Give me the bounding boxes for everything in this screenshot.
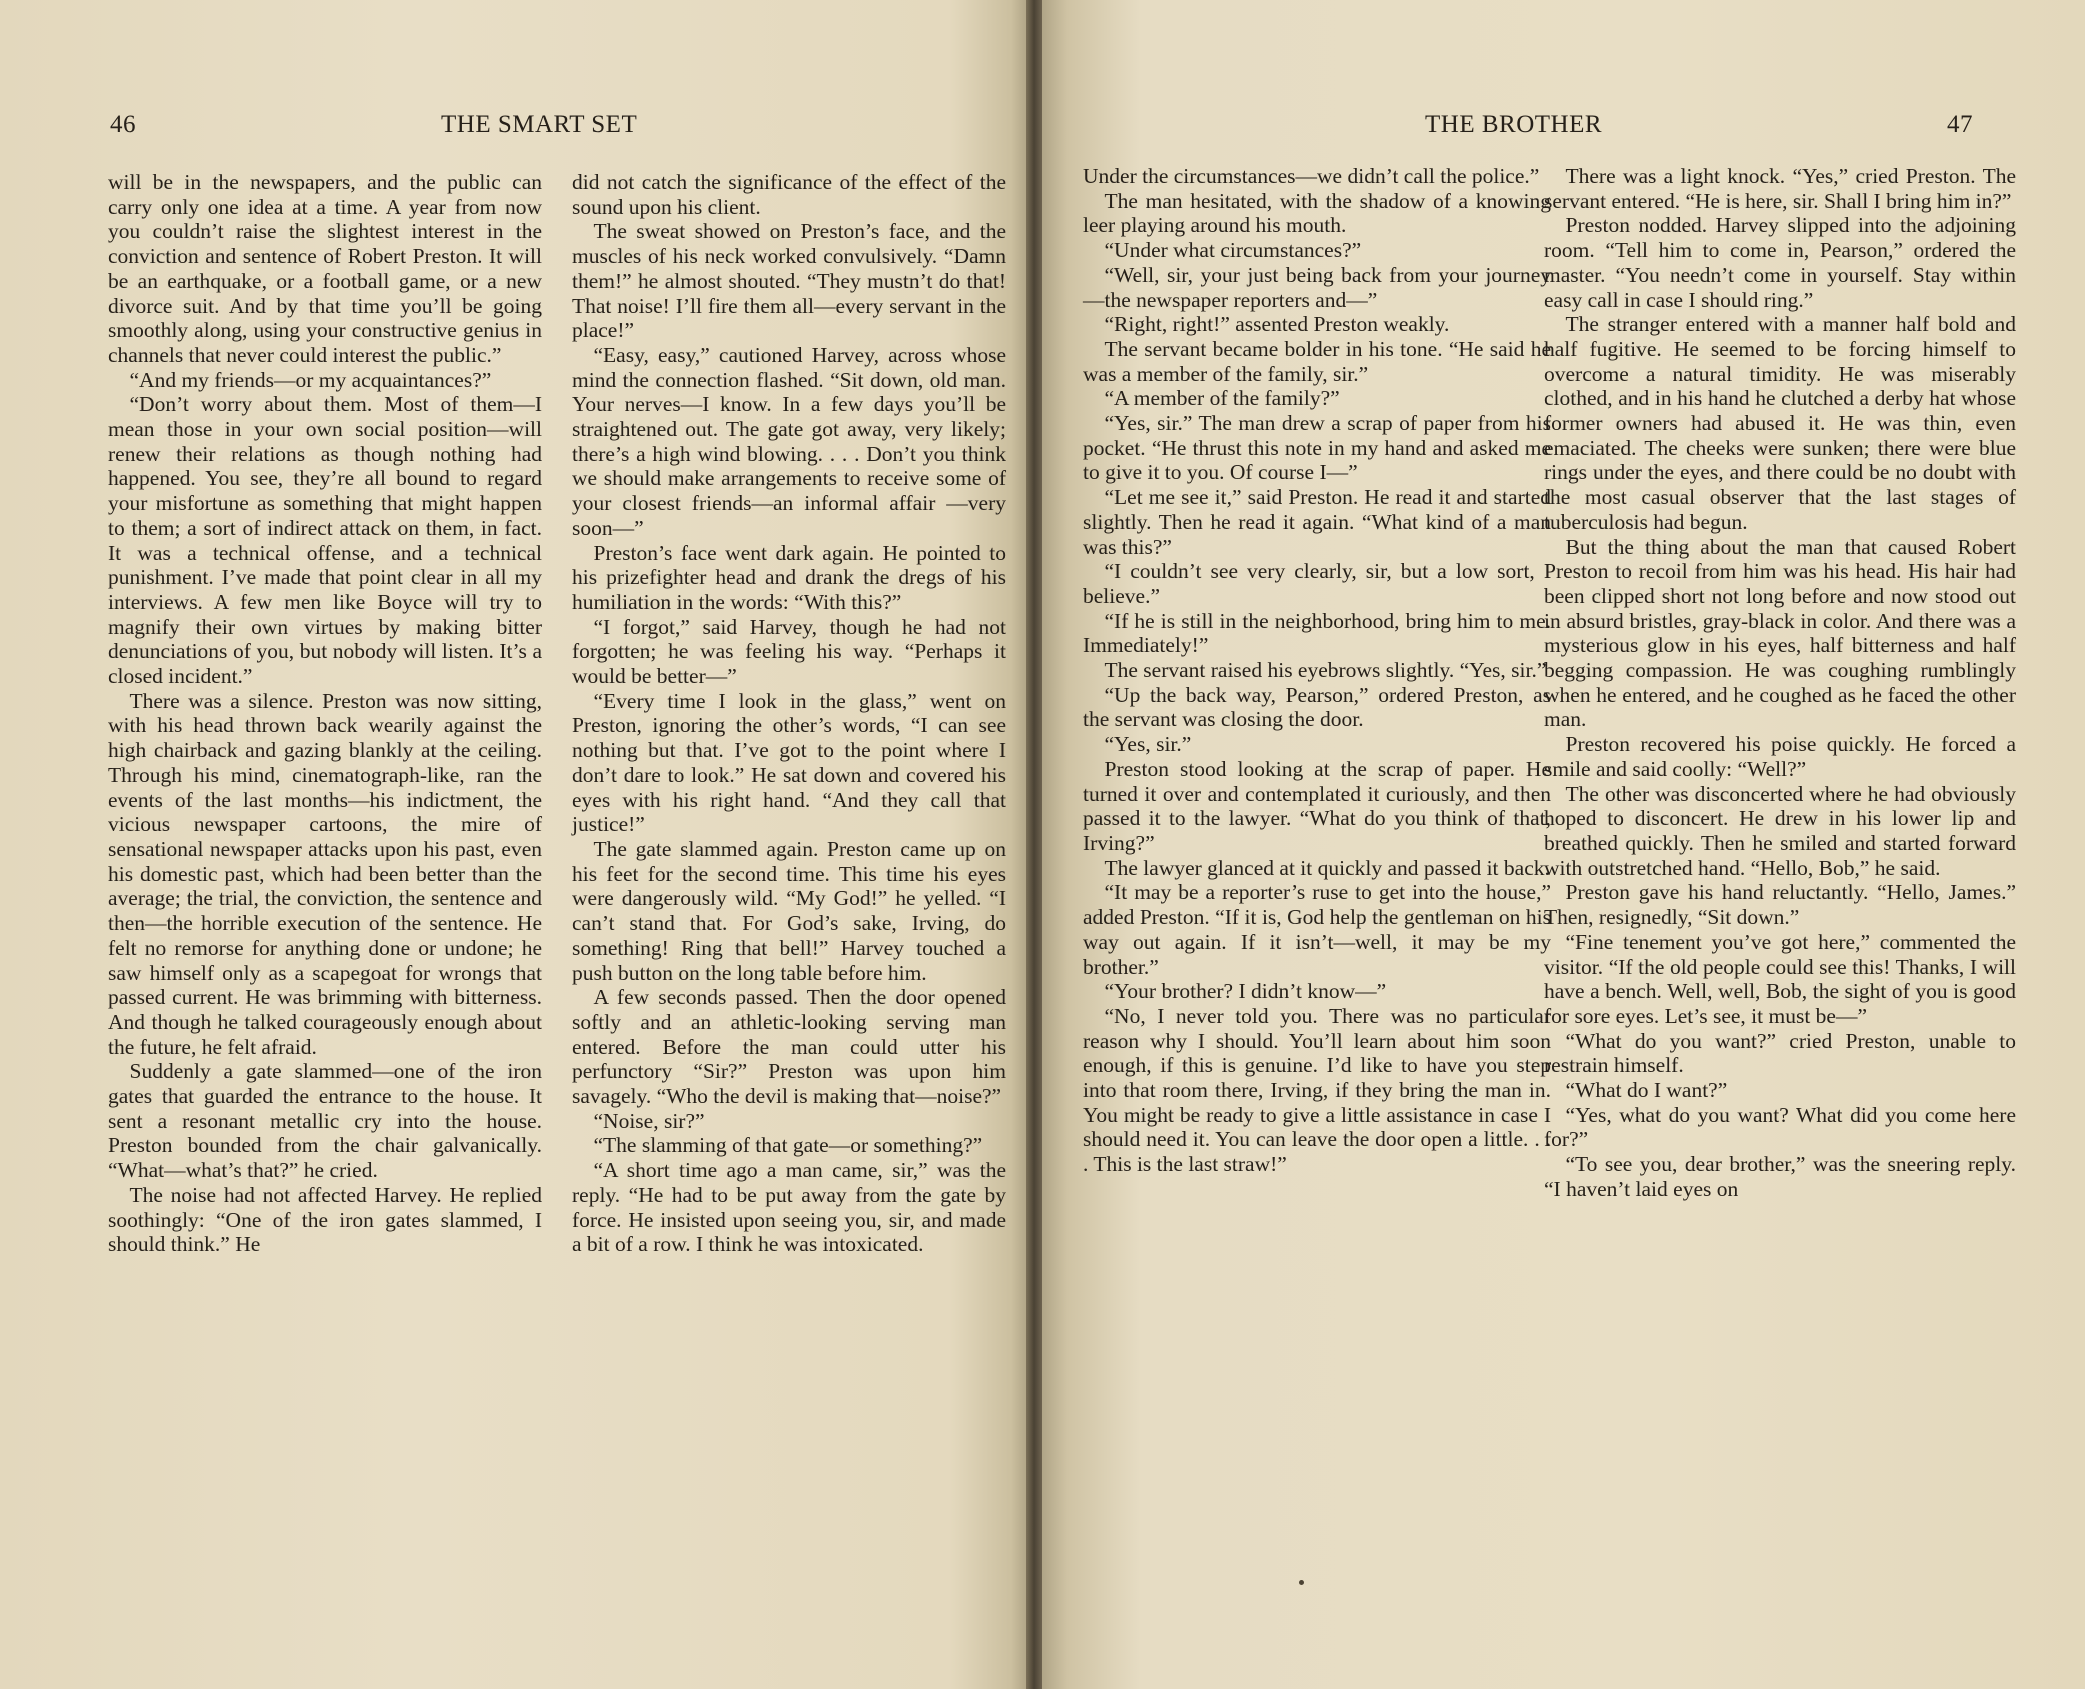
paragraph: “Yes, sir.” The man drew a scrap of paper from his pocket. “He thrust this note in my hand and asked me to give it to you. Of course I—” bbox=[1083, 411, 1551, 485]
paragraph: The man hesitated, with the shadow of a knowing leer playing around his mouth. bbox=[1083, 188, 1551, 238]
paragraph: “Up the back way, Pearson,” ordered Preston, as the servant was closing the door. bbox=[1083, 682, 1551, 732]
paragraph: But the thing about the man that caused Robert Preston to recoil from him was his head. His hair had been clipped short not long before and now stood out in absurd bristles, gray-black in color. And there was a mysterious glow in his eyes, half bitterness and half begging compassion. He was coughing rumblingly when he entered, and he coughed as he faced the other man. bbox=[1544, 534, 2016, 732]
paragraph: “Don’t worry about them. Most of them—I mean those in your own social position—will renew their relations as though nothing had happened. You see, they’re all bound to regard your misfortune as something that might happen to them; a sort of indirect attack on them, in fact. It was a technical offense, and a technical punishment. I’ve made that point clear in all my interviews. A few men like Boyce will try to magnify their own virtues by making bitter denunciations of you, but nobody will listen. It’s a closed incident.” bbox=[108, 392, 542, 689]
paragraph: Preston’s face went dark again. He pointed to his prizefighter head and drank the dregs of his humiliation in the words: “With this?” bbox=[572, 540, 1006, 614]
right-page bbox=[1036, 0, 2085, 1689]
paragraph: Under the circumstances—we didn’t call the police.” bbox=[1083, 164, 1540, 188]
paragraph: “It may be a reporter’s ruse to get into the house,” added Preston. “If it is, God help the gentleman on his way out again. If it isn’t—well, it may be my brother.” bbox=[1083, 880, 1551, 979]
paragraph: The servant became bolder in his tone. “He said he was a member of the family, sir.” bbox=[1083, 336, 1551, 386]
paragraph: The gate slammed again. Preston came up on his feet for the second time. This time his eyes were dangerously wild. “My God!” he yelled. “I can’t stand that. For God’s sake, Irving, do something! Ring that bell!” Harvey touched a push button on the long table before him. bbox=[572, 836, 1006, 985]
paragraph: The sweat showed on Preston’s face, and the muscles of his neck worked convulsively. “Damn them!” he almost shouted. “They mustn’t do that! That noise! I’ll fire them all—every servant in the place!” bbox=[572, 219, 1006, 343]
paragraph: “To see you, dear brother,” was the sneering reply. “I haven’t laid eyes on bbox=[1544, 1152, 2016, 1201]
paragraph: The lawyer glanced at it quickly and passed it back. bbox=[1104, 855, 1550, 880]
paragraph: “Easy, easy,” cautioned Harvey, across whose mind the connection flashed. “Sit down, old man. Your nerves—I know. In a few days you’ll be straightened out. The gate got away, very likely; there’s a high wind blowing. . . . Don’t you think we should make arrangements to receive some of your closest friends—an informal affair —very soon—” bbox=[572, 342, 1006, 540]
paragraph: “What do you want?” cried Preston, unable to restrain himself. bbox=[1544, 1028, 2016, 1078]
paragraph: The other was disconcerted where he had obviously hoped to disconcert. He drew in his lower lip and breathed quickly. Then he smiled and started forward with outstretched hand. “Hello, Bob,” he said. bbox=[1544, 781, 2016, 880]
paragraph: “Noise, sir?” bbox=[593, 1108, 705, 1133]
paragraph: “And my friends—or my acquaintances?” bbox=[129, 367, 492, 392]
paragraph: “Well, sir, your just being back from your journey—the newspaper reporters and—” bbox=[1083, 262, 1551, 312]
right-running-head: THE BROTHER bbox=[1425, 111, 1603, 138]
paragraph: “If he is still in the neighborhood, bring him to me. Immediately!” bbox=[1083, 608, 1551, 658]
paragraph: “I forgot,” said Harvey, though he had not forgotten; he was feeling his way. “Perhaps it would be better—” bbox=[572, 614, 1006, 689]
paragraph: The stranger entered with a manner half bold and half fugitive. He seemed to be forcing himself to overcome a natural timidity. He was miserably clothed, and in his hand he clutched a derby hat whose former owners had abused it. He was thin, even emaciated. The cheeks were sunken; there were blue rings under the eyes, and there could be no doubt with the most casual observer that the last stages of tuberculosis had begun. bbox=[1544, 312, 2016, 534]
paragraph: “Every time I look in the glass,” went on Preston, ignoring the other’s words, “I can see nothing but that. I’ve got to the point where I don’t dare to look.” He sat down and covered his eyes with his right hand. “And they call that justice!” bbox=[572, 688, 1006, 837]
paragraph: “Right, right!” assented Preston weakly. bbox=[1104, 312, 1450, 337]
paragraph: “Let me see it,” said Preston. He read it and started slightly. Then he read it again. “What kind of a man was this?” bbox=[1083, 485, 1551, 559]
left-column-2 bbox=[572, 170, 1006, 1257]
paragraph: Preston nodded. Harvey slipped into the adjoining room. “Tell him to come in, Pearson,” ordered the master. “You needn’t come in yourself. Stay within easy call in case I should ring.” bbox=[1544, 213, 2016, 312]
paragraph: A few seconds passed. Then the door opened softly and an athletic-looking serving man entered. Before the man could utter his perfunctory “Sir?” Preston was upon him savagely. “Who the devil is making that—noise?” bbox=[572, 985, 1006, 1109]
right-column-1 bbox=[1083, 164, 1551, 1177]
left-column-1 bbox=[108, 170, 542, 1257]
left-page-number: 46 bbox=[110, 111, 136, 138]
paragraph: “The slamming of that gate—or something?” bbox=[593, 1133, 983, 1158]
paragraph: “Yes, what do you want? What did you come here for?” bbox=[1544, 1102, 2016, 1152]
paragraph: The servant raised his eyebrows slightly. “Yes, sir.” bbox=[1104, 658, 1547, 683]
paragraph: “I couldn’t see very clearly, sir, but a low sort, I believe.” bbox=[1083, 559, 1551, 608]
right-page-number: 47 bbox=[1947, 111, 1973, 138]
paragraph: The noise had not affected Harvey. He replied soothingly: “One of the iron gates slammed, I should think.” He bbox=[108, 1182, 542, 1257]
paragraph: Suddenly a gate slammed—one of the iron gates that guarded the entrance to the house. It sent a resonant metallic cry into the house. Preston bounded from the chair galvanically. “What—what’s that?” he cried. bbox=[108, 1059, 542, 1183]
paragraph: “What do I want?” bbox=[1565, 1078, 1728, 1103]
left-page bbox=[0, 0, 1032, 1689]
paragraph: “Your brother? I didn’t know—” bbox=[1104, 979, 1387, 1004]
paragraph: There was a silence. Preston was now sitting, with his head thrown back wearily against the high chairback and gazing blankly at the ceiling. Through his mind, cinematograph-like, ran the events of the last months—his indictment, the vicious newspaper cartoons, the mire of sensational newspaper attacks upon his past, even his domestic past, which had been better than the average; the trial, the conviction, the sentence and then—the horrible execution of the sentence. He felt no remorse for anything done or undone; he saw himself only as a scapegoat for wrongs that passed current. He was brimming with bitterness. And though he talked courageously enough about the future, he felt afraid. bbox=[108, 688, 542, 1059]
paragraph: “No, I never told you. There was no particular reason why I should. You’ll learn about him soon enough, if this is genuine. I’d like to have you step into that room there, Irving, if they bring the man in. You might be ready to give a little assistance in case I should need it. You can leave the door open a little. . . . This is the last straw!” bbox=[1083, 1003, 1551, 1177]
paragraph: “Yes, sir.” bbox=[1104, 732, 1192, 757]
paragraph: “Under what circumstances?” bbox=[1104, 238, 1362, 263]
paragraph: “A member of the family?” bbox=[1104, 386, 1340, 411]
paragraph: Preston recovered his poise quickly. He forced a smile and said coolly: “Well?” bbox=[1544, 732, 2016, 781]
paragraph: There was a light knock. “Yes,” cried Preston. The servant entered. “He is here, sir. Shall I bring him in?” bbox=[1544, 164, 2016, 213]
right-column-2 bbox=[1544, 164, 2016, 1202]
paragraph: “Fine tenement you’ve got here,” commented the visitor. “If the old people could see this! Thanks, I will have a bench. Well, well, Bob, the sight of you is good for sore eyes. Let’s see, it must be—” bbox=[1544, 929, 2016, 1028]
ink-speck bbox=[1299, 1580, 1304, 1585]
book-gutter bbox=[1026, 0, 1042, 1689]
paragraph: will be in the newspapers, and the public can carry only one idea at a time. A year from now you couldn’t raise the slightest interest in the conviction and sentence of Robert Preston. It will be an earthquake, or a football game, or a new divorce suit. And by that time you’ll be going smoothly along, using your constructive genius in channels that never could interest the public.” bbox=[108, 170, 542, 367]
left-running-head: THE SMART SET bbox=[441, 111, 638, 138]
paragraph: did not catch the significance of the effect of the sound upon his client. bbox=[572, 170, 1006, 219]
paragraph: Preston gave his hand reluctantly. “Hello, James.” Then, resignedly, “Sit down.” bbox=[1544, 880, 2016, 930]
paragraph: “A short time ago a man came, sir,” was the reply. “He had to be put away from the gate by force. He insisted upon seeing you, sir, and made a bit of a row. I think he was intoxicated. bbox=[572, 1158, 1006, 1257]
paragraph: Preston stood looking at the scrap of paper. He turned it over and contemplated it curiously, and then passed it to the lawyer. “What do you think of that, Irving?” bbox=[1083, 756, 1551, 855]
